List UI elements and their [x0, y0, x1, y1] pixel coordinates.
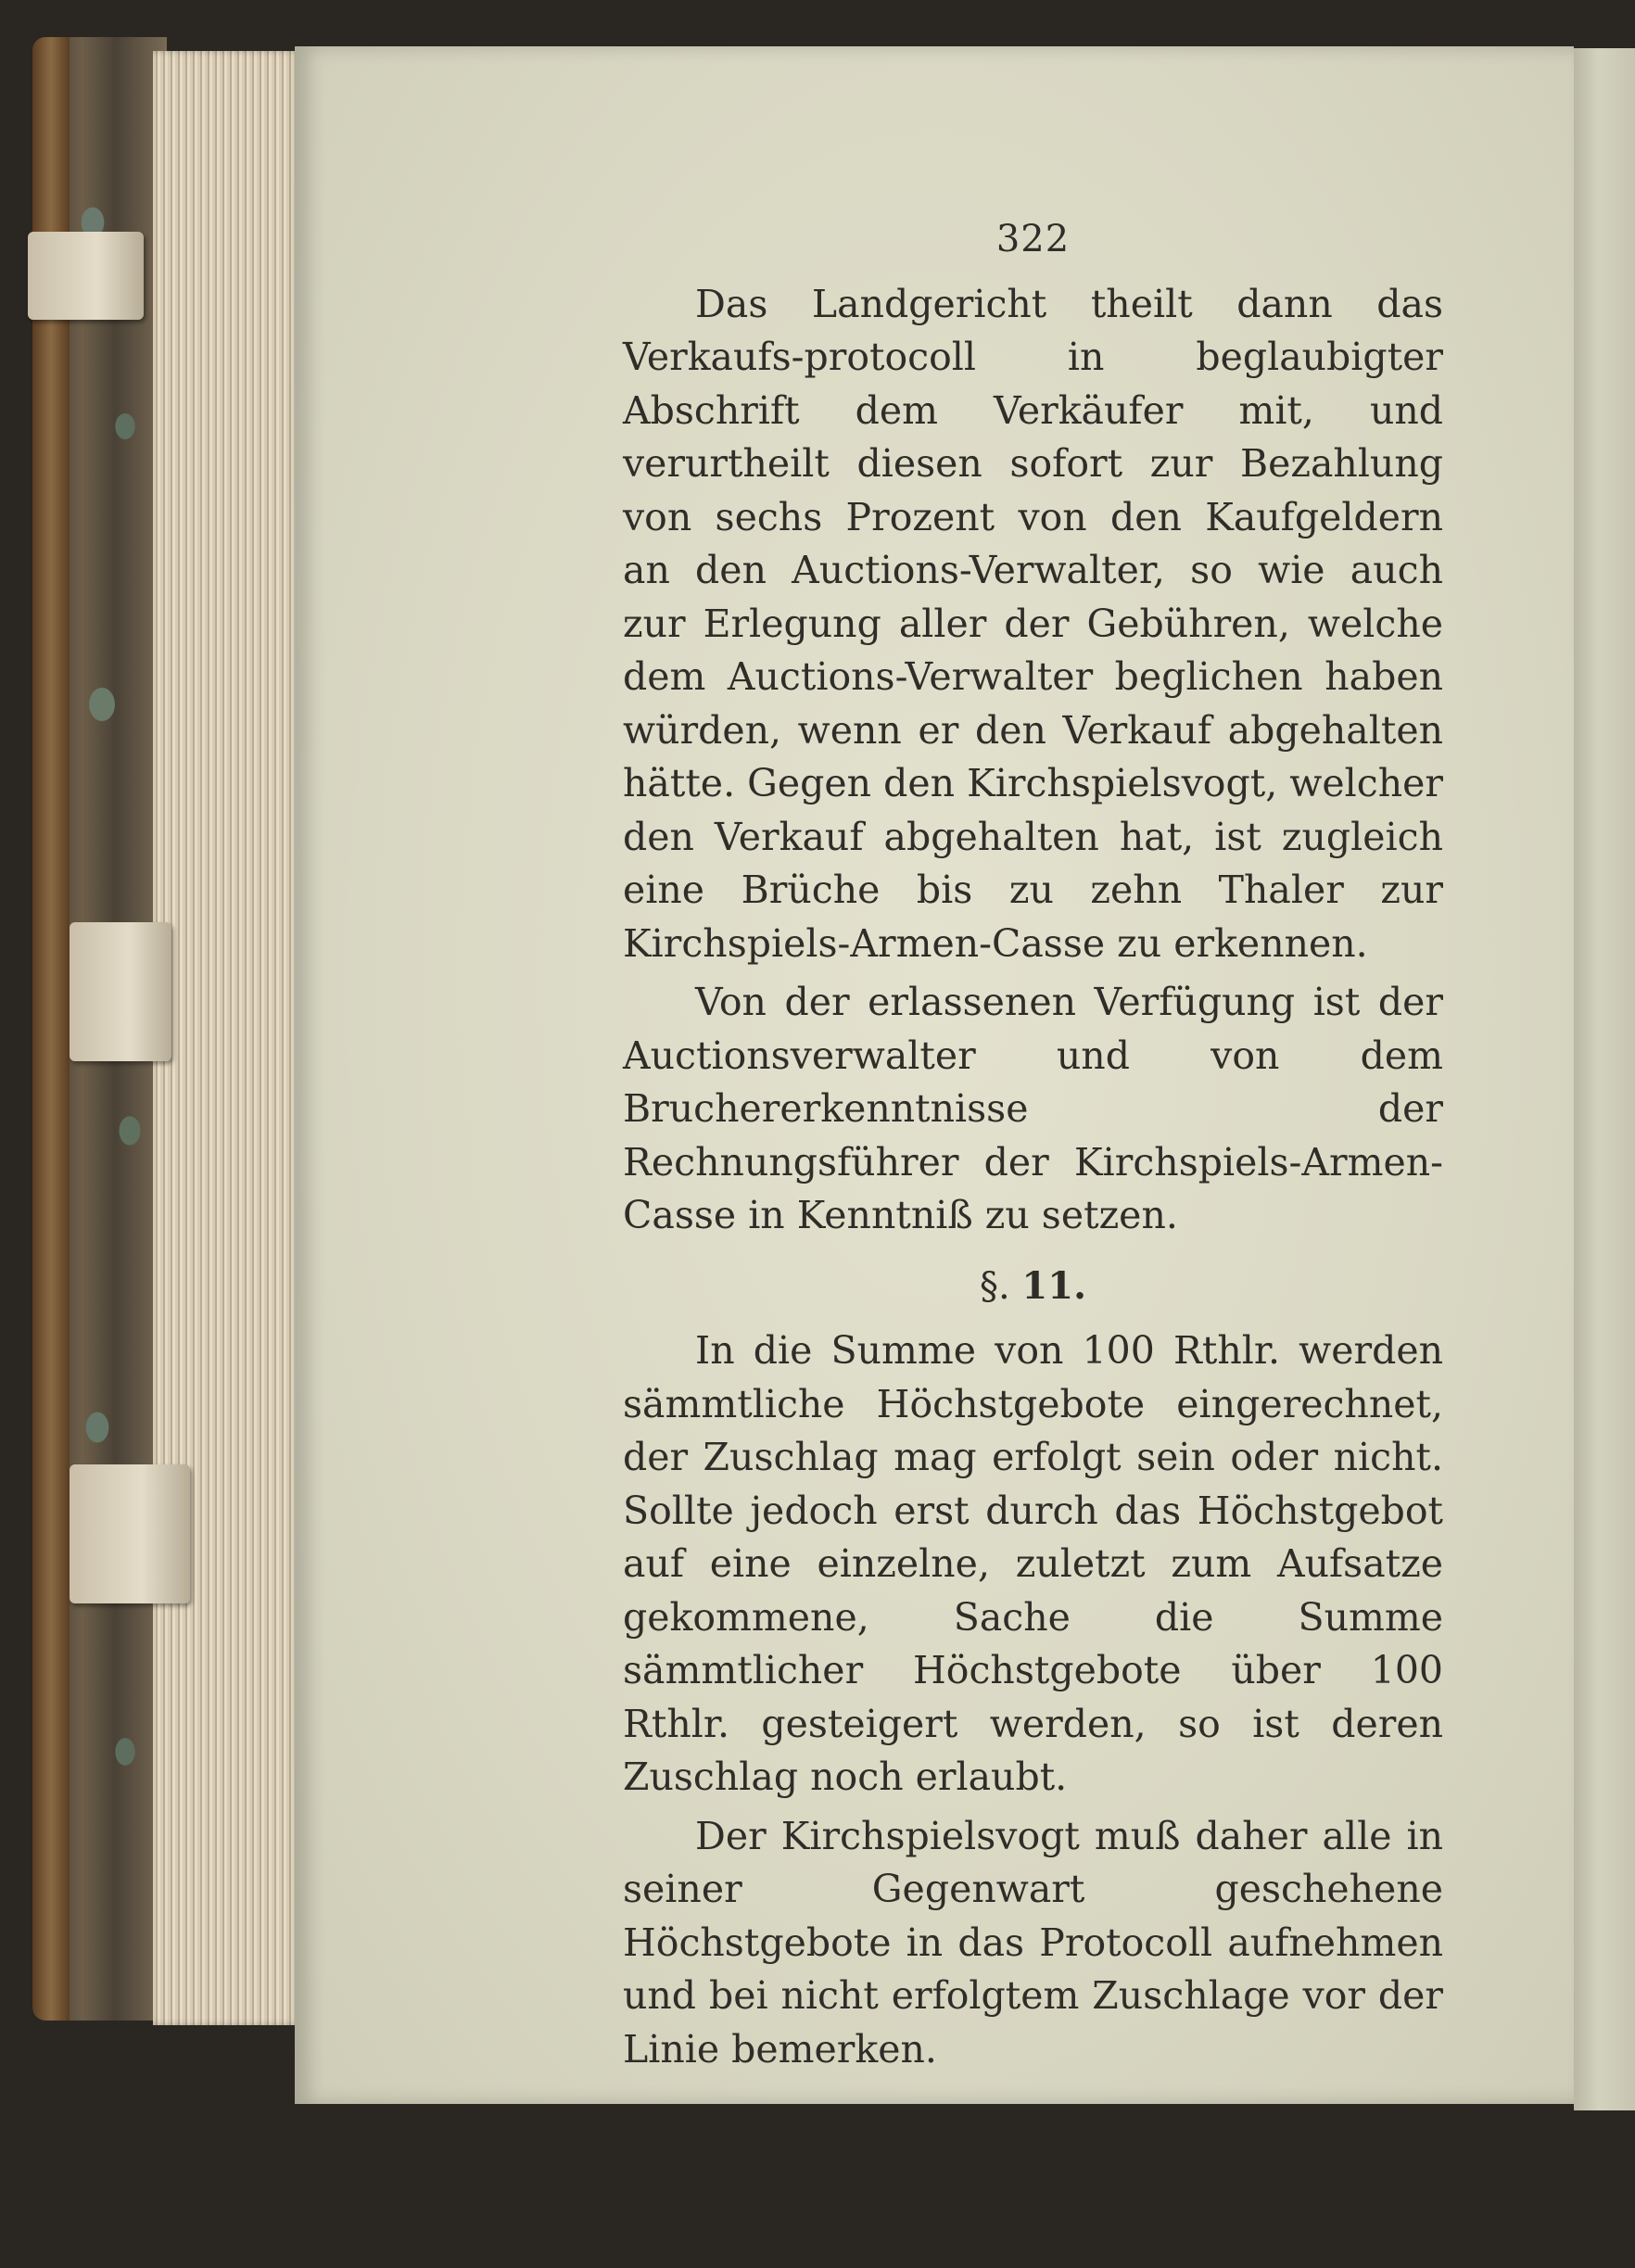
facing-page-edge	[1574, 48, 1635, 2110]
leather-spine-edge	[32, 37, 70, 2021]
index-tab	[70, 922, 171, 1061]
section-number: 11.	[1021, 1263, 1087, 1308]
paragraph: Von der erlassenen Verfügung ist der Auctionsverwalter und von dem Bruchererkenntnisse der Rechnungsführer der Kirchspiels-Armen-Casse in Kenntniß zu setzen.	[623, 980, 1443, 1237]
paragraph: Der Kirchspielsvogt muß daher alle in seiner Gegenwart geschehene Höchstgebote in das Protocoll aufnehmen und bei nicht erfolgtem Zuschlage vor der Linie bemerken.	[623, 1813, 1443, 2072]
section-heading	[623, 1260, 1443, 1314]
paragraph: In die Summe von 100 Rthlr. werden sämmtliche Höchstgebote eingerechnet, der Zuschlag mag erfolgt sein oder nicht. Sollte jedoch erst durch das Höchstgebot auf eine einzelne, zuletzt zum Aufsatze gekommene, Sache die Summe sämmtlicher Höchstgebote über 100 Rthlr. gesteigert werden, so ist deren Zuschlag noch erlaubt.	[623, 1328, 1443, 1799]
page-number: 322	[995, 218, 1071, 260]
paragraph: Das Landgericht theilt dann das Verkaufs-protocoll in beglaubigter Abschrift dem Verkäufer mit, und verurtheilt diesen sofort zur Bezahlung von sechs Prozent von den Kaufgeldern an den Auctions-Verwalter, so wie auch zur Erlegung aller der Gebühren, welche dem Auctions-Verwalter beglichen haben würden, wenn er den Verkauf abgehalten hätte. Gegen den Kirchspielsvogt, welcher den Verkauf abgehalten hat, ist zugleich eine Brüche bis zu zehn Thaler zur Kirchspiels-Armen-Casse zu erkennen.	[623, 281, 1443, 966]
section-symbol: §.	[979, 1264, 1010, 1308]
index-tab	[70, 1464, 190, 1603]
page-text	[623, 213, 1443, 2076]
index-tab	[28, 232, 144, 320]
page-block-edges	[153, 51, 301, 2025]
